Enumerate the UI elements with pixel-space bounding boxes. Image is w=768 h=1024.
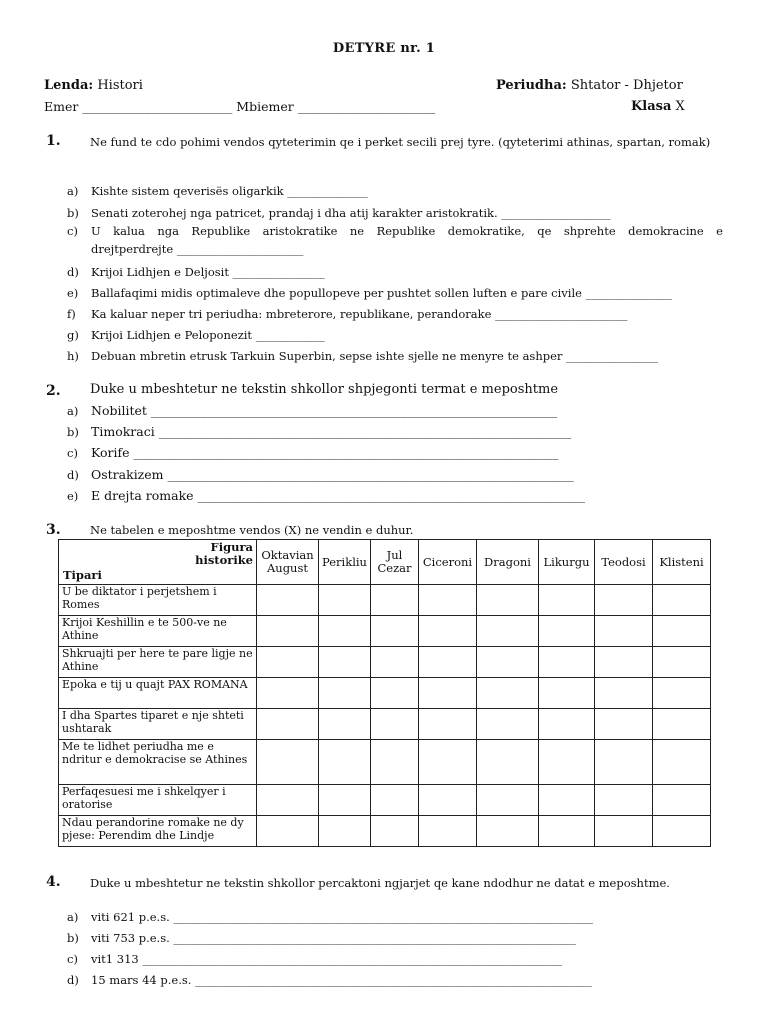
row-trait-label: Me te lidhet periudha me e ndritur e demokracise se Athines	[59, 740, 257, 785]
answer-cell[interactable]	[595, 740, 653, 785]
q1-item-c[interactable]	[67, 222, 723, 258]
item-label: f)	[67, 307, 76, 321]
answer-cell[interactable]	[477, 785, 539, 816]
q4-item-a[interactable]	[67, 910, 593, 924]
item-label: a)	[67, 184, 79, 198]
table-row	[59, 709, 711, 740]
column-header: Ciceroni	[419, 540, 477, 585]
answer-cell[interactable]	[257, 740, 319, 785]
answer-cell[interactable]	[319, 816, 371, 847]
period-field	[496, 78, 683, 93]
subject-label: Lenda:	[44, 78, 94, 93]
item-label: a)	[67, 404, 79, 418]
item-text: Nobilitet _________________________________________________________________	[91, 403, 558, 418]
item-text: Ostrakizem _________________________________________________________________	[91, 467, 574, 482]
table-row	[59, 678, 711, 709]
item-label: e)	[67, 489, 79, 503]
item-text: Krijoi Lidhjen e Peloponezit ____________	[91, 328, 325, 342]
answer-cell[interactable]	[257, 785, 319, 816]
answer-cell[interactable]	[319, 647, 371, 678]
q2-item-c[interactable]	[67, 445, 559, 460]
item-text: Ka kaluar neper tri periudha: mbreterore, republikane, perandorake _______________________	[91, 307, 628, 321]
question-3-number: 3.	[46, 522, 61, 538]
answer-cell[interactable]	[653, 616, 711, 647]
q4-item-c[interactable]	[67, 952, 562, 966]
answer-cell[interactable]	[477, 647, 539, 678]
item-label: b)	[67, 425, 79, 439]
item-label: c)	[67, 952, 78, 966]
period-value: Shtator - Dhjetor	[570, 78, 683, 93]
item-text-line2: drejtperdrejte ______________________	[91, 242, 304, 256]
subject-field	[44, 78, 143, 93]
question-1-text: Ne fund te cdo pohimi vendos qyteterimin qe i perket secili prej tyre. (qyteterimi athinas, spartan, romak)	[90, 135, 711, 149]
row-trait-label: U be diktator i perjetshem i Romes	[59, 585, 257, 616]
answer-cell[interactable]	[419, 785, 477, 816]
answer-cell[interactable]	[477, 709, 539, 740]
answer-cell[interactable]	[539, 585, 595, 616]
item-label: d)	[67, 973, 79, 987]
answer-cell[interactable]	[653, 678, 711, 709]
answer-cell[interactable]	[477, 816, 539, 847]
item-text: Korife ____________________________________________________________________	[91, 445, 559, 460]
q1-item-h[interactable]	[67, 349, 658, 363]
item-label: h)	[67, 349, 79, 363]
answer-cell[interactable]	[257, 678, 319, 709]
item-label: b)	[67, 206, 79, 220]
class-label: Klasa	[631, 99, 672, 114]
answer-cell[interactable]	[371, 647, 419, 678]
answer-cell[interactable]	[319, 678, 371, 709]
answer-cell[interactable]	[539, 785, 595, 816]
answer-cell[interactable]	[371, 816, 419, 847]
row-trait-label: Krijoi Keshillin e te 500-ve ne Athine	[59, 616, 257, 647]
question-1-number: 1.	[46, 133, 61, 149]
answer-cell[interactable]	[595, 585, 653, 616]
figures-table	[58, 539, 711, 847]
answer-cell[interactable]	[653, 785, 711, 816]
column-header: Likurgu	[539, 540, 595, 585]
question-3-text: Ne tabelen e meposhtme vendos (X) ne vendin e duhur.	[90, 523, 414, 537]
column-header: Jul Cezar	[371, 540, 419, 585]
q2-item-d[interactable]	[67, 467, 574, 482]
item-text: Kishte sistem qeverisës oligarkik ______________	[91, 184, 368, 198]
corner-figure-label: Figura	[210, 540, 253, 554]
row-trait-label: Shkruajti per here te pare ligje ne Athine	[59, 647, 257, 678]
answer-cell[interactable]	[419, 678, 477, 709]
answer-cell[interactable]	[539, 616, 595, 647]
answer-cell[interactable]	[653, 647, 711, 678]
answer-cell[interactable]	[477, 740, 539, 785]
column-header: Dragoni	[477, 540, 539, 585]
q2-item-b[interactable]	[67, 424, 571, 439]
row-trait-label: Ndau perandorine romake ne dy pjese: Perendim dhe Lindje	[59, 816, 257, 847]
answer-cell[interactable]	[319, 709, 371, 740]
column-header: Klisteni	[653, 540, 711, 585]
item-text: 15 mars 44 p.e.s. _____________________________________________________________________	[91, 973, 592, 987]
answer-cell[interactable]	[419, 647, 477, 678]
answer-cell[interactable]	[419, 585, 477, 616]
q1-item-b[interactable]	[67, 206, 611, 220]
q4-item-d[interactable]	[67, 973, 592, 987]
answer-cell[interactable]	[371, 740, 419, 785]
answer-cell[interactable]	[477, 616, 539, 647]
row-trait-label: Perfaqesuesi me i shkelqyer i oratorise	[59, 785, 257, 816]
item-label: a)	[67, 910, 79, 924]
question-4-number: 4.	[46, 874, 61, 890]
item-text: Krijoi Lidhjen e Deljosit ________________	[91, 265, 325, 279]
q1-item-d[interactable]	[67, 265, 325, 279]
answer-cell[interactable]	[257, 816, 319, 847]
answer-cell[interactable]	[477, 585, 539, 616]
q1-item-e[interactable]	[67, 286, 672, 300]
item-text: Senati zoterohej nga patricet, prandaj i dha atij karakter aristokratik. ___________________	[91, 206, 611, 220]
period-label: Periudha:	[496, 78, 567, 93]
answer-cell[interactable]	[371, 785, 419, 816]
answer-cell[interactable]	[595, 647, 653, 678]
answer-cell[interactable]	[371, 616, 419, 647]
item-text: E drejta romake ______________________________________________________________	[91, 488, 586, 503]
table-header-row	[59, 540, 711, 585]
q4-item-b[interactable]	[67, 931, 576, 945]
item-text: vit1 313 _________________________________________________________________________	[91, 952, 563, 966]
item-label: g)	[67, 328, 79, 342]
answer-cell[interactable]	[539, 740, 595, 785]
answer-cell[interactable]	[419, 816, 477, 847]
q1-item-g[interactable]	[67, 328, 325, 342]
row-trait-label: I dha Spartes tiparet e nje shteti ushtarak	[59, 709, 257, 740]
answer-cell[interactable]	[371, 709, 419, 740]
answer-cell[interactable]	[539, 816, 595, 847]
class-value: X	[675, 99, 685, 114]
q2-item-e[interactable]	[67, 488, 585, 503]
item-label: e)	[67, 286, 79, 300]
question-2-number: 2.	[46, 383, 61, 399]
answer-cell[interactable]	[595, 816, 653, 847]
answer-cell[interactable]	[257, 585, 319, 616]
table-row	[59, 585, 711, 616]
table-row	[59, 785, 711, 816]
q1-item-a[interactable]	[67, 184, 368, 198]
answer-cell[interactable]	[595, 785, 653, 816]
item-label: c)	[67, 446, 78, 460]
answer-cell[interactable]	[539, 678, 595, 709]
question-2-text: Duke u mbeshtetur ne tekstin shkollor shpjegonti termat e meposhtme	[90, 382, 559, 397]
table-corner-cell	[59, 540, 257, 585]
name-surname-line[interactable]: Emer ________________________ Mbiemer ______________________	[44, 99, 436, 114]
answer-cell[interactable]	[419, 709, 477, 740]
item-text: Debuan mbretin etrusk Tarkuin Superbin, sepse ishte sjelle ne menyre te ashper ________________	[91, 349, 659, 363]
answer-cell[interactable]	[257, 647, 319, 678]
table-row	[59, 647, 711, 678]
corner-trait-label: Tipari	[63, 568, 102, 582]
answer-cell[interactable]	[419, 616, 477, 647]
item-text-line1: U kalua nga Republike aristokratike ne Republike demokratike, qe shprehte demokracine e	[91, 224, 723, 238]
answer-cell[interactable]	[653, 709, 711, 740]
table-row	[59, 616, 711, 647]
item-text: viti 753 p.e.s. ______________________________________________________________________	[91, 931, 576, 945]
answer-cell[interactable]	[319, 585, 371, 616]
q2-item-a[interactable]	[67, 403, 557, 418]
answer-cell[interactable]	[371, 678, 419, 709]
item-label: b)	[67, 931, 79, 945]
answer-cell[interactable]	[595, 616, 653, 647]
table-row	[59, 740, 711, 785]
item-label: c)	[67, 224, 78, 238]
answer-cell[interactable]	[257, 709, 319, 740]
answer-cell[interactable]	[539, 709, 595, 740]
question-4-text: Duke u mbeshtetur ne tekstin shkollor percaktoni ngjarjet qe kane ndodhur ne datat e meposhtme.	[90, 876, 670, 890]
row-trait-label: Epoka e tij u quajt PAX ROMANA	[59, 678, 257, 709]
answer-cell[interactable]	[319, 785, 371, 816]
answer-cell[interactable]	[419, 740, 477, 785]
class-field	[631, 99, 685, 114]
answer-cell[interactable]	[653, 740, 711, 785]
item-text: viti 621 p.e.s. _________________________________________________________________________	[91, 910, 594, 924]
answer-cell[interactable]	[539, 647, 595, 678]
answer-cell[interactable]	[371, 585, 419, 616]
answer-cell[interactable]	[595, 678, 653, 709]
answer-cell[interactable]	[653, 816, 711, 847]
column-header: Teodosi	[595, 540, 653, 585]
item-label: d)	[67, 468, 79, 482]
answer-cell[interactable]	[319, 740, 371, 785]
column-header: Perikliu	[319, 540, 371, 585]
answer-cell[interactable]	[595, 709, 653, 740]
answer-cell[interactable]	[477, 678, 539, 709]
corner-historical-label: historike	[195, 553, 253, 567]
answer-cell[interactable]	[653, 585, 711, 616]
page-title: DETYRE nr. 1	[332, 41, 436, 56]
item-text: Timokraci __________________________________________________________________	[91, 424, 572, 439]
item-label: d)	[67, 265, 79, 279]
subject-value: Histori	[97, 78, 143, 93]
column-header: Oktavian August	[257, 540, 319, 585]
answer-cell[interactable]	[257, 616, 319, 647]
item-text: Ballafaqimi midis optimaleve dhe popullореve per pushtet sollen luften e pare civile _______________	[91, 286, 672, 300]
answer-cell[interactable]	[319, 616, 371, 647]
q1-item-f[interactable]	[67, 307, 627, 321]
table-row	[59, 816, 711, 847]
